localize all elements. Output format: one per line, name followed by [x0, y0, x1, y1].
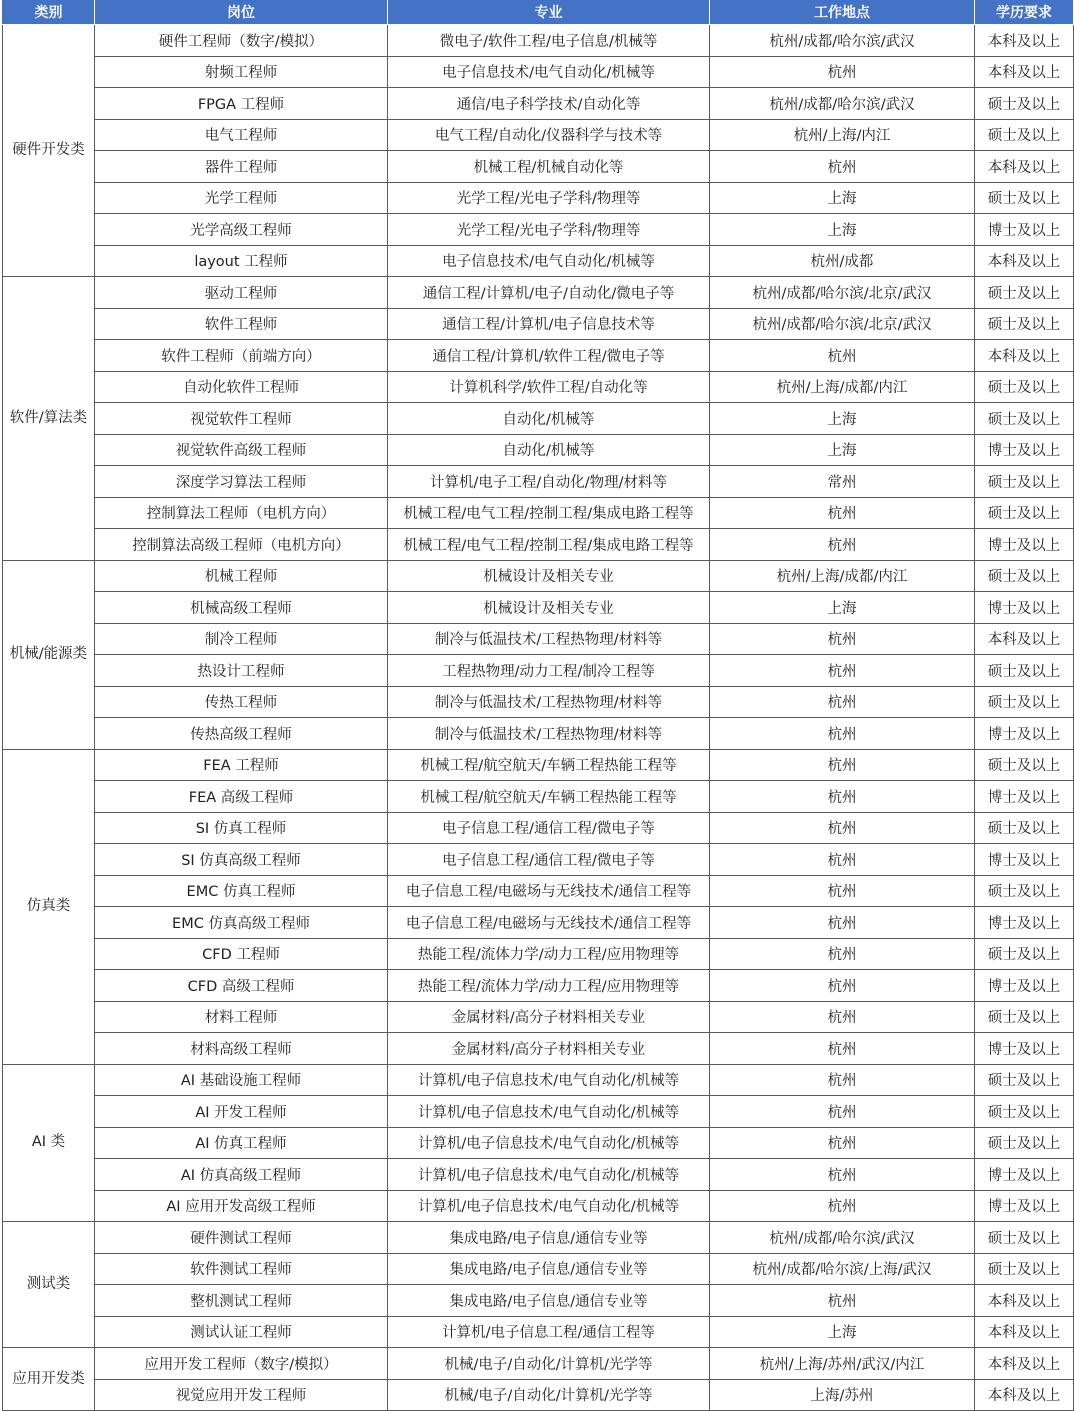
table-row [3, 119, 1074, 151]
education-cell: 本科及以上 [975, 1379, 1074, 1411]
location-cell: 杭州 [710, 812, 975, 844]
location-cell: 杭州 [710, 151, 975, 183]
major-cell: 金属材料/高分子材料相关专业 [388, 1033, 710, 1065]
major-cell: 计算机/电子信息技术/电气自动化/机械等 [388, 1159, 710, 1191]
table-row [3, 781, 1074, 813]
education-cell: 本科及以上 [975, 151, 1074, 183]
position-cell: AI 基础设施工程师 [95, 1064, 388, 1096]
location-cell: 杭州 [710, 56, 975, 88]
table-row [3, 151, 1074, 183]
position-cell: FPGA 工程师 [95, 88, 388, 120]
header-major: 专业 [388, 0, 710, 25]
education-cell: 硕士及以上 [975, 1253, 1074, 1285]
education-cell: 硕士及以上 [975, 686, 1074, 718]
education-cell: 本科及以上 [975, 623, 1074, 655]
location-cell: 杭州/成都/哈尔滨/武汉 [710, 25, 975, 57]
header-category: 类别 [3, 0, 95, 25]
table-row [3, 1064, 1074, 1096]
major-cell: 通信/电子科学技术/自动化等 [388, 88, 710, 120]
major-cell: 计算机科学/软件工程/自动化等 [388, 371, 710, 403]
major-cell: 电子信息工程/通信工程/微电子等 [388, 844, 710, 876]
education-cell: 硕士及以上 [975, 1064, 1074, 1096]
major-cell: 机械工程/电气工程/控制工程/集成电路工程等 [388, 497, 710, 529]
education-cell: 硕士及以上 [975, 182, 1074, 214]
table-row [3, 403, 1074, 435]
education-cell: 博士及以上 [975, 434, 1074, 466]
position-cell: 材料高级工程师 [95, 1033, 388, 1065]
table-row [3, 308, 1074, 340]
education-cell: 硕士及以上 [975, 938, 1074, 970]
major-cell: 集成电路/电子信息/通信专业等 [388, 1285, 710, 1317]
category-cell: AI 类 [3, 1064, 95, 1222]
education-cell: 博士及以上 [975, 781, 1074, 813]
major-cell: 机械设计及相关专业 [388, 592, 710, 624]
education-cell: 本科及以上 [975, 340, 1074, 372]
location-cell: 常州 [710, 466, 975, 498]
category-cell: 仿真类 [3, 749, 95, 1064]
location-cell: 上海 [710, 1316, 975, 1348]
header-position: 岗位 [95, 0, 388, 25]
location-cell: 杭州 [710, 907, 975, 939]
header-location: 工作地点 [710, 0, 975, 25]
table-row [3, 1285, 1074, 1317]
position-cell: 电气工程师 [95, 119, 388, 151]
position-cell: 射频工程师 [95, 56, 388, 88]
position-cell: 光学高级工程师 [95, 214, 388, 246]
major-cell: 机械设计及相关专业 [388, 560, 710, 592]
location-cell: 杭州 [710, 340, 975, 372]
position-cell: 控制算法高级工程师（电机方向） [95, 529, 388, 561]
major-cell: 机械工程/机械自动化等 [388, 151, 710, 183]
education-cell: 硕士及以上 [975, 1096, 1074, 1128]
table-row [3, 844, 1074, 876]
location-cell: 杭州 [710, 623, 975, 655]
position-cell: 整机测试工程师 [95, 1285, 388, 1317]
education-cell: 硕士及以上 [975, 1222, 1074, 1254]
category-cell: 软件/算法类 [3, 277, 95, 561]
position-cell: 深度学习算法工程师 [95, 466, 388, 498]
location-cell: 上海 [710, 592, 975, 624]
education-cell: 硕士及以上 [975, 655, 1074, 687]
position-cell: 热设计工程师 [95, 655, 388, 687]
education-cell: 博士及以上 [975, 214, 1074, 246]
table-row [3, 434, 1074, 466]
position-cell: 制冷工程师 [95, 623, 388, 655]
position-cell: 软件测试工程师 [95, 1253, 388, 1285]
table-row [3, 686, 1074, 718]
table-row [3, 214, 1074, 246]
major-cell: 电子信息工程/电磁场与无线技术/通信工程等 [388, 875, 710, 907]
header-education: 学历要求 [975, 0, 1074, 25]
table-row [3, 1033, 1074, 1065]
education-cell: 硕士及以上 [975, 875, 1074, 907]
position-cell: 自动化软件工程师 [95, 371, 388, 403]
table-row [3, 718, 1074, 750]
education-cell: 博士及以上 [975, 970, 1074, 1002]
education-cell: 本科及以上 [975, 56, 1074, 88]
table-row [3, 497, 1074, 529]
major-cell: 热能工程/流体力学/动力工程/应用物理等 [388, 938, 710, 970]
position-cell: 驱动工程师 [95, 277, 388, 309]
education-cell: 硕士及以上 [975, 308, 1074, 340]
major-cell: 电子信息技术/电气自动化/机械等 [388, 245, 710, 277]
position-cell: 器件工程师 [95, 151, 388, 183]
location-cell: 杭州 [710, 497, 975, 529]
location-cell: 杭州 [710, 749, 975, 781]
major-cell: 计算机/电子信息技术/电气自动化/机械等 [388, 1096, 710, 1128]
position-cell: CFD 工程师 [95, 938, 388, 970]
major-cell: 自动化/机械等 [388, 403, 710, 435]
education-cell: 硕士及以上 [975, 560, 1074, 592]
major-cell: 工程热物理/动力工程/制冷工程等 [388, 655, 710, 687]
table-row [3, 340, 1074, 372]
major-cell: 计算机/电子信息技术/电气自动化/机械等 [388, 1190, 710, 1222]
major-cell: 机械/电子/自动化/计算机/光学等 [388, 1379, 710, 1411]
major-cell: 计算机/电子信息工程/通信工程等 [388, 1316, 710, 1348]
major-cell: 制冷与低温技术/工程热物理/材料等 [388, 686, 710, 718]
header-row [3, 0, 1074, 25]
table-header [3, 0, 1074, 25]
education-cell: 硕士及以上 [975, 812, 1074, 844]
location-cell: 杭州/成都/哈尔滨/北京/武汉 [710, 308, 975, 340]
position-cell: 材料工程师 [95, 1001, 388, 1033]
education-cell: 博士及以上 [975, 529, 1074, 561]
major-cell: 机械/电子/自动化/计算机/光学等 [388, 1348, 710, 1380]
education-cell: 硕士及以上 [975, 88, 1074, 120]
education-cell: 硕士及以上 [975, 403, 1074, 435]
major-cell: 电子信息技术/电气自动化/机械等 [388, 56, 710, 88]
major-cell: 通信工程/计算机/软件工程/微电子等 [388, 340, 710, 372]
position-cell: 机械高级工程师 [95, 592, 388, 624]
table-row [3, 1096, 1074, 1128]
category-cell: 硬件开发类 [3, 25, 95, 277]
location-cell: 上海 [710, 182, 975, 214]
table-row [3, 1159, 1074, 1191]
education-cell: 硕士及以上 [975, 1001, 1074, 1033]
table-row [3, 1127, 1074, 1159]
position-cell: FEA 高级工程师 [95, 781, 388, 813]
position-cell: 传热高级工程师 [95, 718, 388, 750]
location-cell: 杭州 [710, 875, 975, 907]
major-cell: 电子信息工程/电磁场与无线技术/通信工程等 [388, 907, 710, 939]
table-row [3, 1348, 1074, 1380]
major-cell: 金属材料/高分子材料相关专业 [388, 1001, 710, 1033]
location-cell: 上海/苏州 [710, 1379, 975, 1411]
table-row [3, 25, 1074, 57]
location-cell: 杭州 [710, 970, 975, 1002]
location-cell: 杭州 [710, 1285, 975, 1317]
education-cell: 本科及以上 [975, 245, 1074, 277]
position-cell: EMC 仿真工程师 [95, 875, 388, 907]
position-cell: FEA 工程师 [95, 749, 388, 781]
table-row [3, 623, 1074, 655]
table-row [3, 655, 1074, 687]
education-cell: 博士及以上 [975, 592, 1074, 624]
education-cell: 硕士及以上 [975, 277, 1074, 309]
location-cell: 杭州/上海/成都/内江 [710, 560, 975, 592]
major-cell: 热能工程/流体力学/动力工程/应用物理等 [388, 970, 710, 1002]
table-row [3, 1190, 1074, 1222]
position-cell: 光学工程师 [95, 182, 388, 214]
table-row [3, 182, 1074, 214]
education-cell: 博士及以上 [975, 1033, 1074, 1065]
location-cell: 杭州 [710, 655, 975, 687]
location-cell: 杭州/成都/哈尔滨/上海/武汉 [710, 1253, 975, 1285]
education-cell: 硕士及以上 [975, 466, 1074, 498]
major-cell: 微电子/软件工程/电子信息/机械等 [388, 25, 710, 57]
table-row [3, 907, 1074, 939]
location-cell: 杭州/上海/内江 [710, 119, 975, 151]
location-cell: 杭州/成都/哈尔滨/武汉 [710, 88, 975, 120]
position-cell: 应用开发工程师（数字/模拟） [95, 1348, 388, 1380]
table-body [3, 25, 1074, 1411]
table-row [3, 560, 1074, 592]
position-cell: EMC 仿真高级工程师 [95, 907, 388, 939]
education-cell: 博士及以上 [975, 907, 1074, 939]
location-cell: 杭州 [710, 844, 975, 876]
education-cell: 博士及以上 [975, 1159, 1074, 1191]
recruitment-table [2, 0, 1074, 1411]
position-cell: SI 仿真工程师 [95, 812, 388, 844]
table-row [3, 1316, 1074, 1348]
position-cell: SI 仿真高级工程师 [95, 844, 388, 876]
position-cell: 视觉软件高级工程师 [95, 434, 388, 466]
table-row [3, 812, 1074, 844]
location-cell: 杭州 [710, 1190, 975, 1222]
position-cell: 传热工程师 [95, 686, 388, 718]
location-cell: 杭州/成都 [710, 245, 975, 277]
position-cell: AI 应用开发高级工程师 [95, 1190, 388, 1222]
position-cell: AI 开发工程师 [95, 1096, 388, 1128]
location-cell: 杭州 [710, 1159, 975, 1191]
position-cell: AI 仿真高级工程师 [95, 1159, 388, 1191]
major-cell: 光学工程/光电子学科/物理等 [388, 182, 710, 214]
major-cell: 制冷与低温技术/工程热物理/材料等 [388, 718, 710, 750]
major-cell: 集成电路/电子信息/通信专业等 [388, 1253, 710, 1285]
location-cell: 杭州 [710, 1064, 975, 1096]
table-row [3, 749, 1074, 781]
education-cell: 本科及以上 [975, 1285, 1074, 1317]
table-row [3, 88, 1074, 120]
position-cell: 硬件测试工程师 [95, 1222, 388, 1254]
position-cell: 控制算法工程师（电机方向） [95, 497, 388, 529]
education-cell: 硕士及以上 [975, 119, 1074, 151]
position-cell: AI 仿真工程师 [95, 1127, 388, 1159]
table-row [3, 56, 1074, 88]
category-cell: 应用开发类 [3, 1348, 95, 1411]
position-cell: 测试认证工程师 [95, 1316, 388, 1348]
major-cell: 计算机/电子工程/自动化/物理/材料等 [388, 466, 710, 498]
position-cell: CFD 高级工程师 [95, 970, 388, 1002]
education-cell: 硕士及以上 [975, 371, 1074, 403]
table-row [3, 371, 1074, 403]
location-cell: 杭州/上海/苏州/武汉/内江 [710, 1348, 975, 1380]
position-cell: 机械工程师 [95, 560, 388, 592]
major-cell: 电气工程/自动化/仪器科学与技术等 [388, 119, 710, 151]
position-cell: 软件工程师（前端方向） [95, 340, 388, 372]
major-cell: 机械工程/电气工程/控制工程/集成电路工程等 [388, 529, 710, 561]
location-cell: 上海 [710, 434, 975, 466]
table-row [3, 875, 1074, 907]
table-row [3, 466, 1074, 498]
table-row [3, 1222, 1074, 1254]
location-cell: 杭州 [710, 781, 975, 813]
table-row [3, 970, 1074, 1002]
category-cell: 机械/能源类 [3, 560, 95, 749]
position-cell: 视觉软件工程师 [95, 403, 388, 435]
position-cell: 软件工程师 [95, 308, 388, 340]
table-row [3, 1001, 1074, 1033]
location-cell: 上海 [710, 214, 975, 246]
major-cell: 集成电路/电子信息/通信专业等 [388, 1222, 710, 1254]
table-row [3, 1379, 1074, 1411]
location-cell: 杭州/成都/哈尔滨/北京/武汉 [710, 277, 975, 309]
location-cell: 杭州/成都/哈尔滨/武汉 [710, 1222, 975, 1254]
location-cell: 上海 [710, 403, 975, 435]
location-cell: 杭州 [710, 686, 975, 718]
major-cell: 电子信息工程/通信工程/微电子等 [388, 812, 710, 844]
location-cell: 杭州 [710, 1127, 975, 1159]
education-cell: 硕士及以上 [975, 497, 1074, 529]
table-row [3, 245, 1074, 277]
location-cell: 杭州 [710, 529, 975, 561]
education-cell: 本科及以上 [975, 25, 1074, 57]
location-cell: 杭州 [710, 1096, 975, 1128]
position-cell: layout 工程师 [95, 245, 388, 277]
position-cell: 视觉应用开发工程师 [95, 1379, 388, 1411]
education-cell: 本科及以上 [975, 1348, 1074, 1380]
table-row [3, 529, 1074, 561]
education-cell: 本科及以上 [975, 1316, 1074, 1348]
education-cell: 博士及以上 [975, 844, 1074, 876]
major-cell: 自动化/机械等 [388, 434, 710, 466]
education-cell: 硕士及以上 [975, 1127, 1074, 1159]
major-cell: 计算机/电子信息技术/电气自动化/机械等 [388, 1127, 710, 1159]
location-cell: 杭州 [710, 718, 975, 750]
major-cell: 制冷与低温技术/工程热物理/材料等 [388, 623, 710, 655]
location-cell: 杭州 [710, 938, 975, 970]
table-row [3, 277, 1074, 309]
major-cell: 光学工程/光电子学科/物理等 [388, 214, 710, 246]
location-cell: 杭州 [710, 1033, 975, 1065]
education-cell: 博士及以上 [975, 1190, 1074, 1222]
position-cell: 硬件工程师（数字/模拟） [95, 25, 388, 57]
education-cell: 硕士及以上 [975, 749, 1074, 781]
major-cell: 通信工程/计算机/电子/自动化/微电子等 [388, 277, 710, 309]
major-cell: 机械工程/航空航天/车辆工程热能工程等 [388, 749, 710, 781]
category-cell: 测试类 [3, 1222, 95, 1348]
major-cell: 机械工程/航空航天/车辆工程热能工程等 [388, 781, 710, 813]
location-cell: 杭州 [710, 1001, 975, 1033]
table-row [3, 938, 1074, 970]
major-cell: 计算机/电子信息技术/电气自动化/机械等 [388, 1064, 710, 1096]
table-row [3, 592, 1074, 624]
table-row [3, 1253, 1074, 1285]
location-cell: 杭州/上海/成都/内江 [710, 371, 975, 403]
education-cell: 博士及以上 [975, 718, 1074, 750]
major-cell: 通信工程/计算机/电子信息技术等 [388, 308, 710, 340]
